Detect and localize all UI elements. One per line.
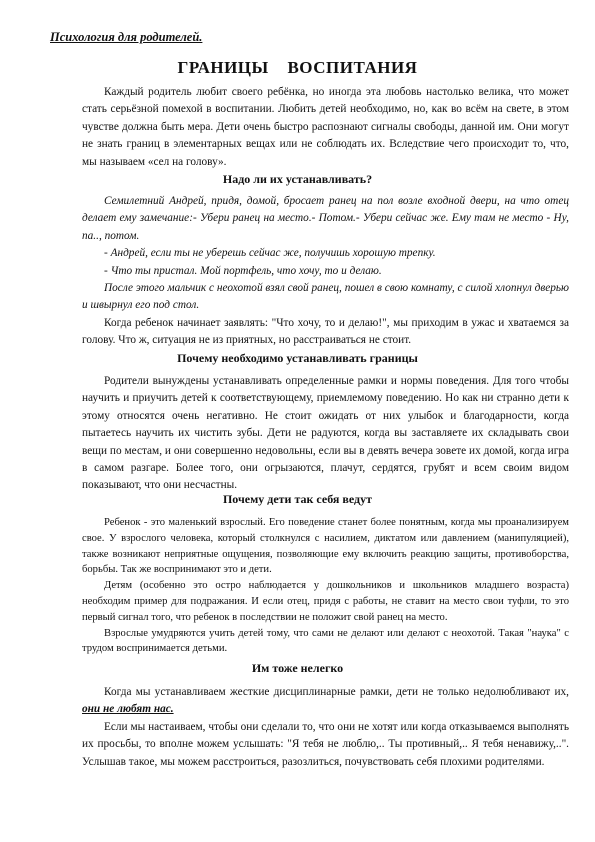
section-heading-2: Почему необходимо устанавливать границы: [177, 351, 418, 365]
section-4-text: Когда мы устанавливаем жесткие дисциплинарные рамки, дети не только недолюбливают их,: [104, 686, 569, 698]
section-4-paragraph: [82, 684, 569, 719]
section-1-paragraph: Когда ребенок начинает заявлять: "Что хочу, то и делаю!", мы приходим в ужас и хватаемся за голову. Что ж, ситуация не из приятных, но расстраиваться не стоит.: [82, 316, 569, 347]
section-3-paragraph: Взрослые умудряются учить детей тому, что сами не делают или делают с неохотой. Такая "наука" с трудом воспринимается детьми.: [82, 627, 569, 655]
section-1-paragraph: - Андрей, если ты не уберешь сейчас же, получишь хорошую трепку.: [104, 247, 436, 260]
section-3-paragraph: Ребенок - это маленький взрослый. Его поведение станет более понятным, когда мы проанализируем свое. У взрослого человека, который столкнулся с насилием, диктатом или давлением (манипуляцией), также возникают неприятные ощущения, позволяющие ему включить реакцию защиты, противоборства, борьбы. Так же воспринимают это и дети.: [82, 517, 569, 576]
section-1-paragraph: После этого мальчик с неохотой взял свой ранец, пошел в свою комнату, с силой хлопнул дверью и швырнул его под стол.: [82, 282, 569, 312]
section-1-paragraph: - Что ты пристал. Мой портфель, что хочу, то и делаю.: [104, 264, 382, 277]
intro-paragraph: Каждый родитель любит своего ребёнка, но иногда эта любовь настолько велика, что может стать серьёзной помехой в воспитании. Любить детей необходимо, но, как во всём на свете, в этом чувстве должна быть мера. Дети очень быстро распознают сигналы свободы, данной им. Они могут не знать границ в элементарных вещах или не соблюдать их. Вследствие чего происходит то, что, мы называем «сел на голову».: [82, 86, 569, 168]
page-title: ГРАНИЦЫ ВОСПИТАНИЯ: [177, 58, 418, 77]
section-heading-4: Им тоже нелегко: [251, 661, 344, 675]
section-3-body: [82, 515, 569, 657]
section-3-paragraph: Детям (особенно это остро наблюдается у дошкольников и школьников младшего возраста) необходим пример для подражания. И если отец, придя с работы, не ставит на место свои туфли, то это первый сигнал того, что ребенок в последствии не положит свой ранец на место.: [82, 580, 569, 623]
section-4-body: [82, 684, 569, 771]
section-1-paragraph: Семилетний Андрей, придя, домой, бросает ранец на пол возле входной двери, на что отец делает ему замечание:- Убери ранец на место.- Потом.- Убери сейчас же. Ему там не место - Ну, па.., потом.: [82, 195, 569, 242]
topic-label: Психология для родителей.: [50, 30, 203, 44]
section-heading-1: Надо ли их устанавливать?: [222, 172, 373, 186]
section-heading-3: Почему дети так себя ведут: [222, 492, 373, 506]
section-1-body: [82, 193, 569, 350]
section-2-paragraph: Родители вынуждены устанавливать определенные рамки и нормы поведения. Для того чтобы научить и приучить детей к соответствующему, приемлемому поведению. Но как ни странно дети к этому относятся очень негативно. Не стоит ожидать от них улыбок и благодарности, когда пытаетесь научить их чистить зубы. Дети не радуются, когда вы заставляете их складывать свои вещи по местам, и они совершенно недовольны, если вы в девять вечера зовете их домой, когда игра в самом разгаре. Более того, они огрызаются, плачут, сердятся, грубят и всем своим видом показывают, что они несчастны.: [82, 375, 569, 492]
section-2-body: [82, 373, 569, 495]
intro-block: [82, 84, 569, 171]
section-4-paragraph: Если мы настаиваем, чтобы они сделали то, что они не хотят или когда отказываемся выполнять их просьбы, то вполне можем услышать: "Я тебя не люблю,.. Ты противный,.. Я тебя ненавижу,..". Услышав такое, мы можем расстроиться, разозлиться, почувствовать себя плохими родителями.: [82, 720, 569, 768]
emphasis-text: они не любят нас.: [82, 703, 174, 716]
